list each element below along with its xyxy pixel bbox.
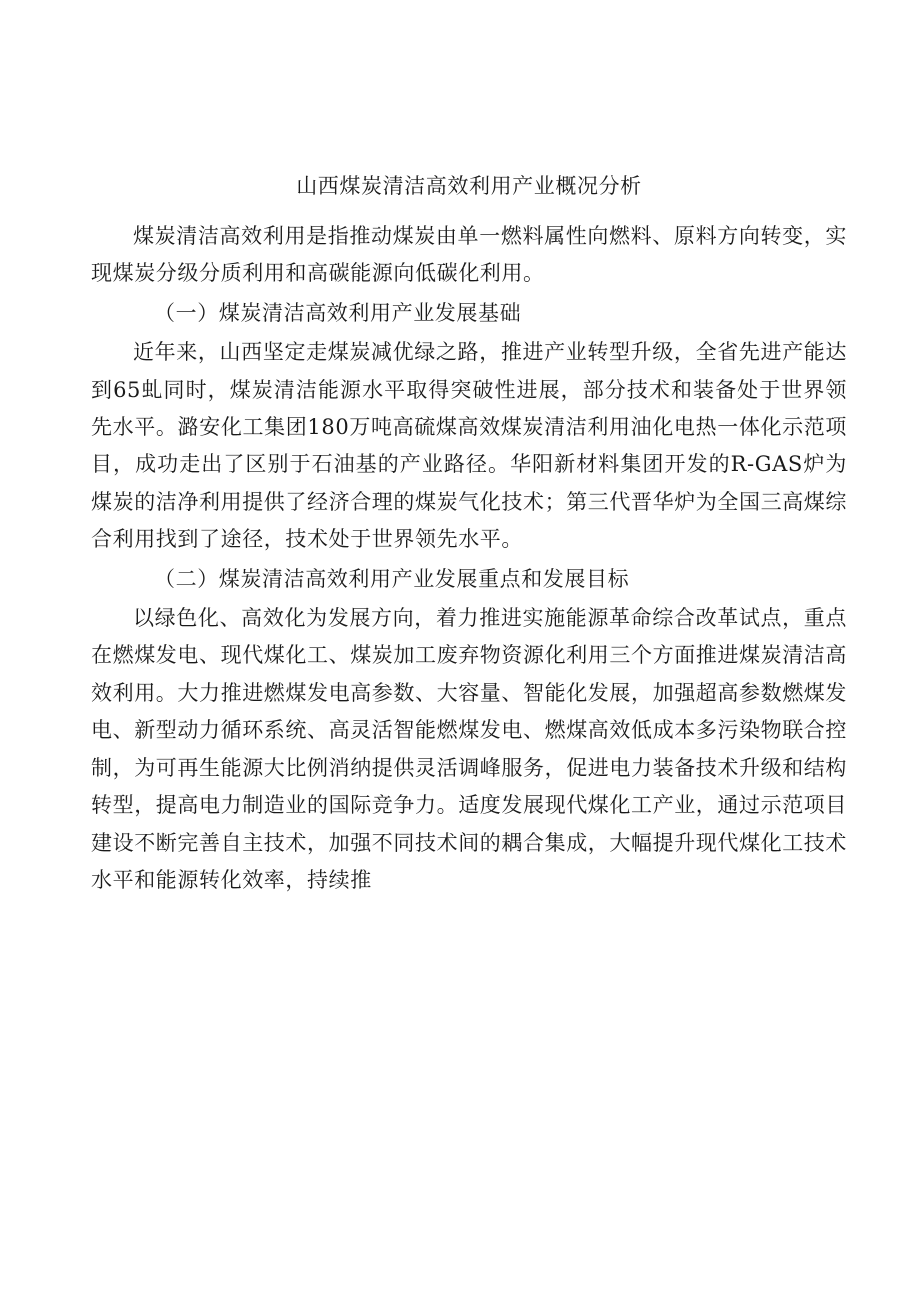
document-title: 山西煤炭清洁高效利用产业概况分析 [296, 174, 642, 198]
section-1-heading: （一）煤炭清洁高效利用产业发展基础 [154, 300, 522, 325]
document-body [91, 166, 847, 899]
intro-paragraph: 煤炭清洁高效利用是指推动煤炭由单一燃料属性向燃料、原料方向转变，实现煤炭分级分质利用和高碳能源向低碳化利用。 [91, 224, 847, 286]
section-2-heading: （二）煤炭清洁高效利用产业发展重点和发展目标 [154, 566, 630, 591]
section-2-paragraph: 以绿色化、高效化为发展方向，着力推进实施能源革命综合改革试点，重点在燃煤发电、现代煤化工、煤炭加工废弃物资源化利用三个方面推进煤炭清洁高效利用。大力推进燃煤发电高参数、大容量、智能化发展，加强超高参数燃煤发电、新型动力循环系统、高灵活智能燃煤发电、燃煤高效低成本多污染物联合控制，为可再生能源大比例消纳提供灵活调峰服务，促进电力装备技术升级和结构转型，提高电力制造业的国际竞争力。适度发展现代煤化工产业，通过示范项目建设不断完善自主技术，加强不同技术间的耦合集成，大幅提升现代煤化工技术水平和能源转化效率，持续推 [91, 606, 847, 892]
section-1-paragraph: 近年来，山西坚定走煤炭减优绿之路，推进产业转型升级，全省先进产能达到65虬同时，煤炭清洁能源水平取得突破性进展，部分技术和装备处于世界领先水平。潞安化工集团180万吨高硫煤高效煤炭清洁利用油化电热一体化示范项目，成功走出了区别于石油基的产业路径。华阳新材料集团开发的R-GAS炉为煤炭的洁净利用提供了经济合理的煤炭气化技术；第三代晋华炉为全国三高煤综合利用找到了途径，技术处于世界领先水平。 [91, 340, 847, 552]
